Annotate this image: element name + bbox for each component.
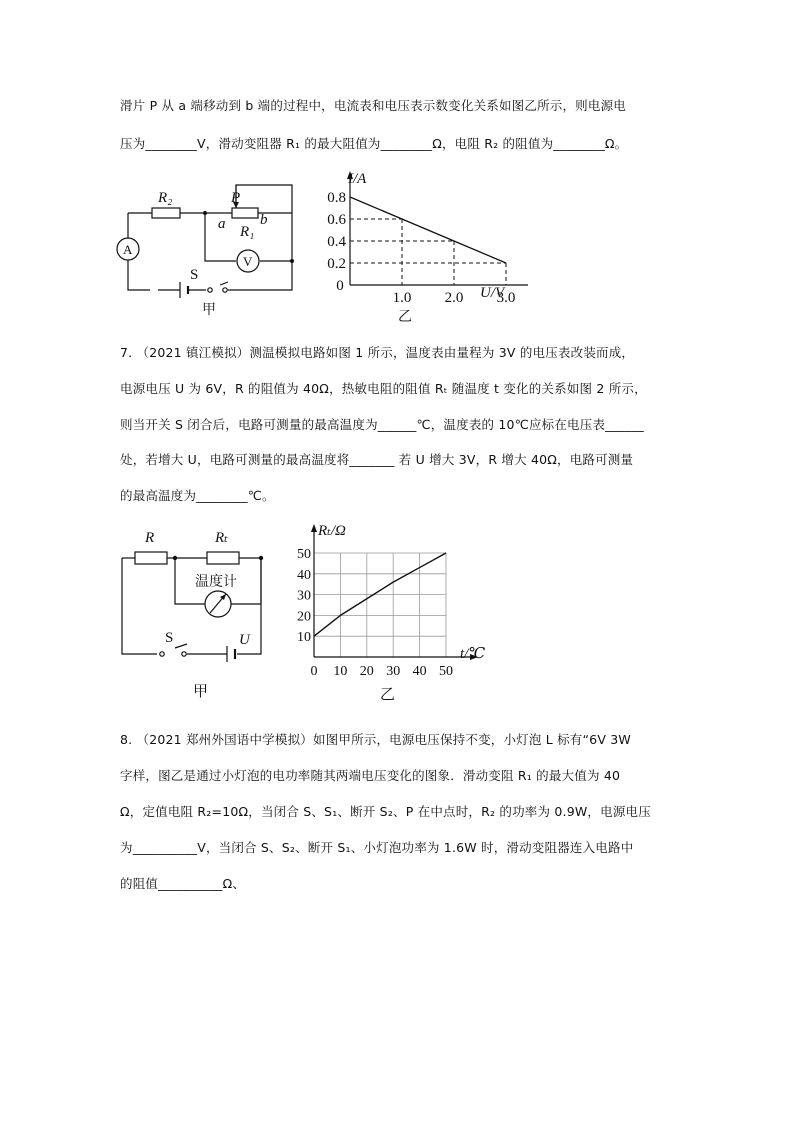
chart2-x-tick-label: 0 [310, 664, 318, 679]
chart1-y-tick-label: 0.2 [327, 256, 346, 272]
chart2-y-tick-label: 10 [297, 630, 311, 646]
q8-text-line-5: 的阻值__________Ω、 [120, 876, 246, 891]
chart-resistance-temperature [290, 515, 500, 705]
chart1-y-tick-label: 0.4 [327, 234, 346, 250]
chart2-x-tick-label: 10 [333, 664, 348, 679]
chart1-series-line [350, 197, 506, 263]
label-rt: Rₜ [215, 530, 228, 546]
voltmeter-label: V [243, 254, 253, 269]
chart1-x-tick-label: 2.0 [444, 290, 464, 306]
q8-text-line-3: Ω，定值电阻 R₂=10Ω，当闭合 S、S₁、断开 S₂、P 在中点时，R₂ 的功率为 0.9W，电源电压 [120, 804, 651, 819]
chart2-y-tick-label: 50 [297, 547, 311, 562]
chart2-y-axis-label: Rₜ/Ω [318, 523, 346, 539]
q7-text-line-3: 则当开关 S 闭合后，电路可测量的最高温度为______℃，温度表的 10℃应标在电压表______ [120, 417, 644, 432]
fig2-circuit-caption: 甲 [193, 682, 209, 700]
circuit-diagram-1 [110, 178, 310, 323]
circuit-diagram-2 [115, 520, 295, 705]
label-p: P [231, 190, 241, 206]
fig1-circuit-caption: 甲 [202, 302, 216, 318]
chart2-x-tick-label: 50 [439, 664, 453, 679]
chart1-x-axis-label: U/V [480, 285, 505, 301]
q8-text-line-2: 字样，图乙是通过小灯泡的电功率随其两端电压变化的图象．滑动变阻 R₁ 的最大值为 40 [120, 768, 621, 783]
chart2-x-tick-label: 30 [386, 664, 401, 679]
q6-text-line-2: 压为________V，滑动变阻器 R₁ 的最大阻值为________Ω，电阻 R₂ 的阻值为________Ω。 [120, 136, 628, 151]
battery-label-u: U [239, 632, 250, 648]
thermometer-label: 温度计 [195, 574, 237, 590]
chart1-y-tick-label: 0.8 [327, 190, 346, 206]
label-r1: R₁ [240, 224, 255, 240]
label-b: b [260, 212, 268, 228]
chart1-caption: 乙 [398, 309, 412, 325]
chart2-x-axis-label: t/℃ [460, 646, 486, 662]
q7-text-line-2: 电源电压 U 为 6V，R 的阻值为 40Ω，热敏电阻的阻值 Rₜ 随温度 t 变化的关系如图 2 所示， [120, 381, 647, 396]
chart2-y-axis-arrow [311, 524, 317, 532]
q7-text-line-5: 的最高温度为________℃。 [120, 488, 275, 503]
chart2-x-tick-label: 40 [412, 664, 427, 679]
chart2-y-tick-label: 40 [297, 567, 311, 583]
chart2-y-tick-label: 20 [297, 609, 311, 625]
switch-label-2: S [165, 630, 174, 646]
chart1-origin-label: 0 [336, 278, 344, 294]
q7-text-line-1: 7. （2021 镇江模拟）测温模拟电路如图 1 所示，温度表由量程为 3V 的电压表改装而成， [120, 345, 635, 360]
q8-text-line-4: 为__________V，当闭合 S、S₂、断开 S₁、小灯泡功率为 1.6W 时，滑动变阻器连入电路中 [120, 840, 634, 855]
q6-text-line-1: 滑片 P 从 a 端移动到 b 端的过程中，电流表和电压表示数变化关系如图乙所示，则电源电 [120, 98, 626, 113]
chart1-x-tick-label: 1.0 [392, 290, 412, 306]
q8-text-line-1: 8. （2021 郑州外国语中学模拟）如图甲所示，电源电压保持不变，小灯泡 L 标有“6V 3W [120, 732, 631, 747]
chart1-x-tick-label: 3.0 [496, 290, 516, 306]
chart2-y-tick-label: 30 [297, 588, 311, 604]
chart2-caption: 乙 [380, 685, 396, 703]
label-r: R [145, 530, 155, 546]
chart1-y-axis-label: I/A [348, 171, 367, 187]
switch-label: S [190, 267, 199, 283]
label-a: a [218, 216, 226, 232]
ammeter-label: A [123, 242, 133, 257]
chart-current-voltage [308, 165, 528, 327]
q7-text-line-4: 处，若增大 U，电路可测量的最高温度将_______ 若 U 增大 3V，R 增大 40Ω，电路可测量 [120, 452, 634, 467]
chart2-x-tick-label: 20 [359, 664, 374, 679]
label-r2: R₂ [158, 190, 173, 206]
chart1-y-tick-label: 0.6 [327, 212, 346, 228]
